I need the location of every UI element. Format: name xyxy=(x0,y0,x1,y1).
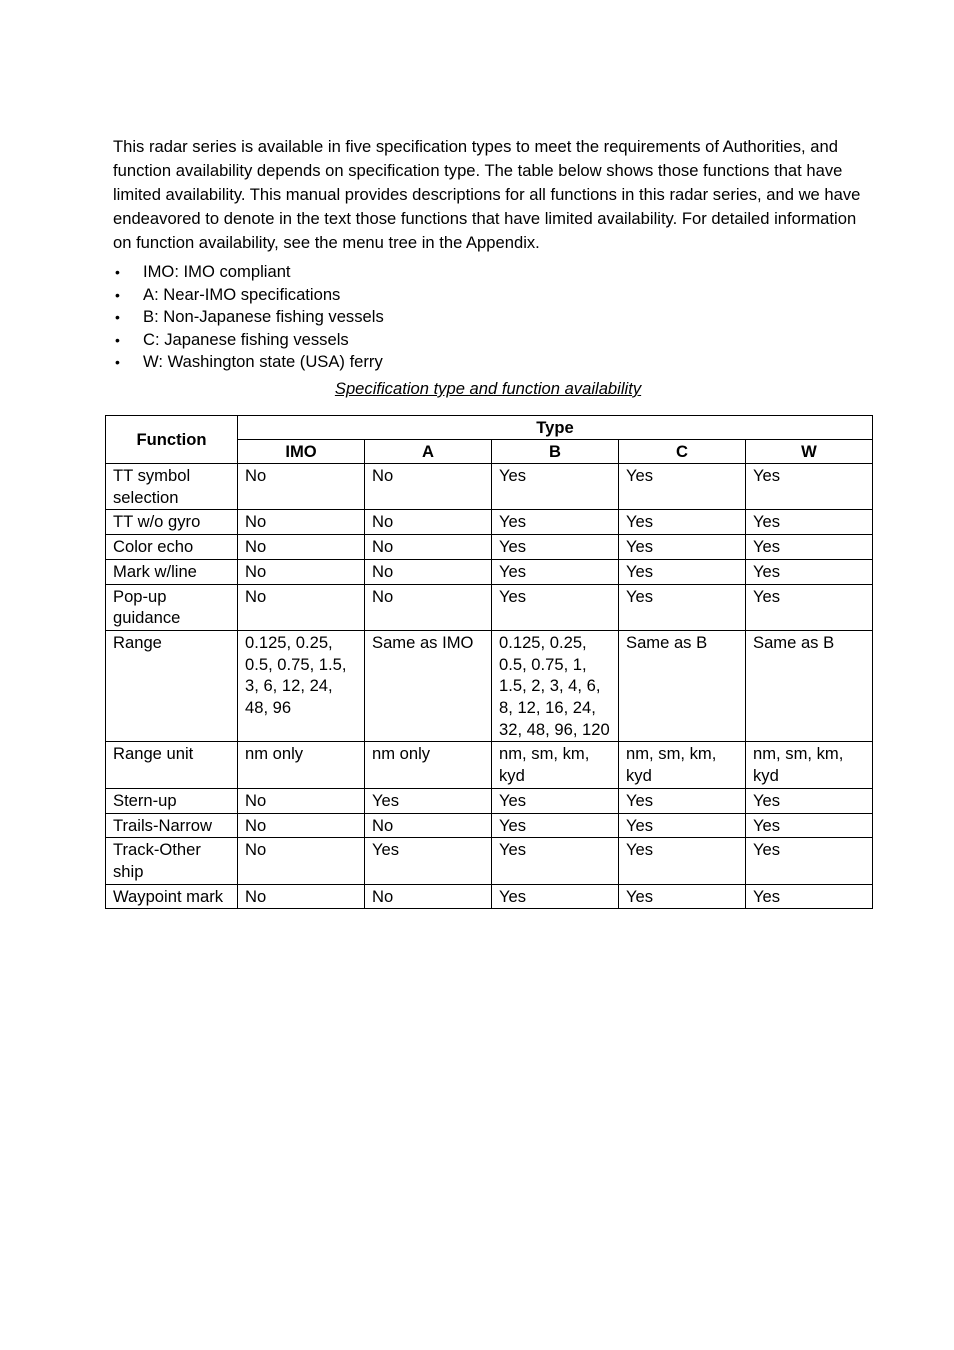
table-row xyxy=(106,813,873,838)
availability-cell: Yes xyxy=(365,838,492,884)
availability-cell: No xyxy=(365,464,492,510)
availability-cell: Same as B xyxy=(746,630,873,742)
availability-cell: Yes xyxy=(619,559,746,584)
function-cell: TT w/o gyro xyxy=(106,510,238,535)
table-row xyxy=(106,630,873,742)
availability-cell: Yes xyxy=(746,535,873,560)
availability-cell: Yes xyxy=(492,464,619,510)
table-row xyxy=(106,742,873,788)
availability-cell: Yes xyxy=(492,788,619,813)
availability-cell: No xyxy=(238,813,365,838)
bullet-icon: • xyxy=(115,286,120,303)
availability-cell: Yes xyxy=(619,813,746,838)
availability-cell: Yes xyxy=(492,584,619,630)
availability-cell: nm, sm, km, kyd xyxy=(619,742,746,788)
table-row xyxy=(106,838,873,884)
availability-cell: nm, sm, km, kyd xyxy=(492,742,619,788)
table-row xyxy=(106,559,873,584)
list-item-text: B: Non-Japanese fishing vessels xyxy=(143,307,384,327)
availability-cell: Yes xyxy=(746,838,873,884)
list-item xyxy=(113,351,384,374)
availability-cell: Yes xyxy=(619,535,746,560)
function-cell: Waypoint mark xyxy=(106,884,238,909)
table-row xyxy=(106,788,873,813)
function-cell: Color echo xyxy=(106,535,238,560)
availability-cell: Yes xyxy=(619,510,746,535)
availability-cell: Yes xyxy=(619,788,746,813)
list-item-text: A: Near-IMO specifications xyxy=(143,284,341,304)
list-item xyxy=(113,329,384,352)
type-column-header: C xyxy=(619,440,746,464)
function-cell: Stern-up xyxy=(106,788,238,813)
type-column-header: W xyxy=(746,440,873,464)
function-cell: Trails-Narrow xyxy=(106,813,238,838)
availability-cell: No xyxy=(238,884,365,909)
availability-cell: Yes xyxy=(492,813,619,838)
list-item xyxy=(113,284,384,307)
availability-cell: 0.125, 0.25, 0.5, 0.75, 1.5, 3, 6, 12, 24, 48, 96 xyxy=(238,630,365,742)
availability-cell: Yes xyxy=(619,838,746,884)
availability-cell: Yes xyxy=(619,584,746,630)
function-cell: Pop-up guidance xyxy=(106,584,238,630)
function-header: Function xyxy=(106,416,238,464)
availability-cell: No xyxy=(365,559,492,584)
bullet-icon: • xyxy=(115,331,120,348)
availability-cell: Yes xyxy=(619,884,746,909)
availability-cell: No xyxy=(238,559,365,584)
bullet-icon: • xyxy=(115,354,120,371)
availability-cell: nm, sm, km, kyd xyxy=(746,742,873,788)
availability-cell: No xyxy=(365,535,492,560)
intro-paragraph: This radar series is available in five specification types to meet the requirements of Authorities, and function availability depends on specification type. The table below shows those functions that have limited availability. This manual provides descriptions for all functions in this radar series, and we have endeavored to denote in the text those functions that have limited availability. For detailed information on function availability, see the menu tree in the Appendix. xyxy=(113,137,861,252)
availability-cell: Same as IMO xyxy=(365,630,492,742)
availability-cell: Yes xyxy=(746,788,873,813)
function-availability-table xyxy=(105,415,873,909)
availability-cell: No xyxy=(365,813,492,838)
spec-type-list xyxy=(113,261,384,374)
table-row xyxy=(106,584,873,630)
type-column-header: A xyxy=(365,440,492,464)
availability-cell: Yes xyxy=(746,813,873,838)
availability-cell: Yes xyxy=(365,788,492,813)
availability-cell: Yes xyxy=(746,559,873,584)
availability-cell: No xyxy=(365,884,492,909)
availability-cell: Yes xyxy=(746,884,873,909)
function-cell: Mark w/line xyxy=(106,559,238,584)
availability-cell: Yes xyxy=(492,510,619,535)
availability-cell: No xyxy=(365,584,492,630)
list-item xyxy=(113,261,384,284)
availability-cell: No xyxy=(238,535,365,560)
availability-cell: No xyxy=(238,838,365,884)
availability-cell: Same as B xyxy=(619,630,746,742)
availability-cell: Yes xyxy=(492,838,619,884)
table-row xyxy=(106,884,873,909)
availability-cell: 0.125, 0.25, 0.5, 0.75, 1, 1.5, 2, 3, 4, 6, 8, 12, 16, 24, 32, 48, 96, 120 xyxy=(492,630,619,742)
list-item xyxy=(113,306,384,329)
availability-cell: Yes xyxy=(746,584,873,630)
availability-cell: No xyxy=(238,510,365,535)
list-item-text: IMO: IMO compliant xyxy=(143,262,291,281)
bullet-icon: • xyxy=(115,264,120,280)
list-item-text: W: Washington state (USA) ferry xyxy=(143,352,383,372)
availability-cell: No xyxy=(365,510,492,535)
function-cell: TT symbol selection xyxy=(106,464,238,510)
type-header: Type xyxy=(238,416,873,440)
type-column-header: B xyxy=(492,440,619,464)
availability-cell: No xyxy=(238,788,365,813)
availability-cell: Yes xyxy=(746,464,873,510)
table-row xyxy=(106,510,873,535)
availability-cell: Yes xyxy=(492,884,619,909)
table-caption: Specification type and function availability xyxy=(334,379,642,398)
availability-cell: nm only xyxy=(365,742,492,788)
function-cell: Range xyxy=(106,630,238,742)
availability-cell: Yes xyxy=(492,535,619,560)
availability-cell: No xyxy=(238,464,365,510)
availability-cell: Yes xyxy=(746,510,873,535)
table-row xyxy=(106,535,873,560)
type-column-header: IMO xyxy=(238,440,365,464)
table-row xyxy=(106,464,873,510)
bullet-icon: • xyxy=(115,309,120,326)
availability-cell: nm only xyxy=(238,742,365,788)
availability-cell: No xyxy=(238,584,365,630)
list-item-text: C: Japanese fishing vessels xyxy=(143,329,349,349)
function-cell: Track-Other ship xyxy=(106,838,238,884)
function-cell: Range unit xyxy=(106,742,238,788)
availability-cell: Yes xyxy=(619,464,746,510)
availability-cell: Yes xyxy=(492,559,619,584)
